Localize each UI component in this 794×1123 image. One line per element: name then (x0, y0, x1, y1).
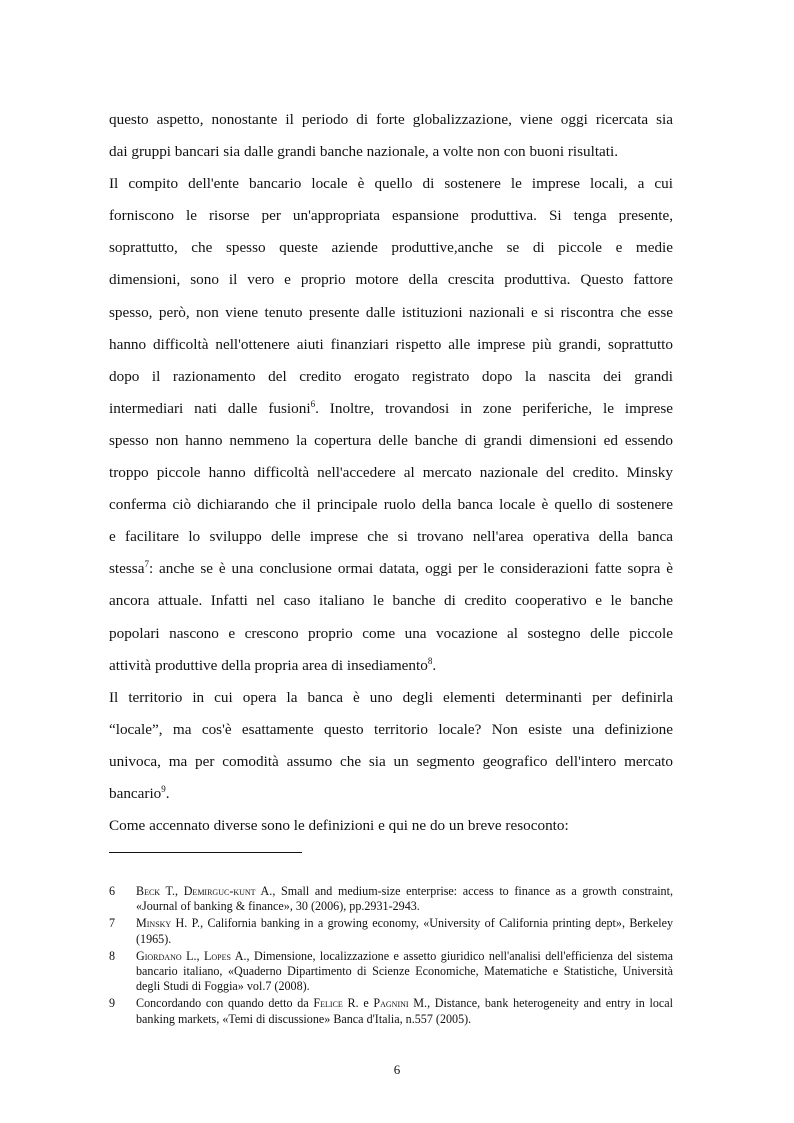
footnote-fragment: T., (160, 884, 184, 898)
text-fragment: intermediari nati dalle fusioni (109, 399, 311, 417)
text-line: popolari nascono e crescono proprio come una vocazione al sostegno delle piccole (109, 624, 673, 642)
footnote-separator (109, 852, 302, 853)
text-line: Il territorio in cui opera la banca è uno degli elementi determinanti per definirla (109, 688, 673, 706)
footnote-text (136, 949, 673, 995)
text-line (109, 650, 673, 682)
text-line: univoca, ma per comodità assumo che sia un segmento geografico dell'intero mercato (109, 752, 673, 770)
text-line: “locale”, ma cos'è esattamente questo territorio locale? Non esiste una definizione (109, 720, 673, 738)
footnote-author: Pagnini (373, 996, 409, 1011)
footnote-text (136, 916, 673, 946)
text-fragment: . Inoltre, trovandosi in zone periferiche, le imprese (315, 399, 673, 417)
text-line: dopo il razionamento del credito erogato registrato dopo la nascita dei grandi (109, 367, 673, 385)
text-line: Il compito dell'ente bancario locale è quello di sostenere le imprese locali, a cui (109, 175, 673, 193)
text-line: spesso non hanno nemmeno la copertura delle banche di grandi dimensioni ed essendo (109, 431, 673, 449)
text-line: conferma ciò dichiarando che il principale ruolo della banca locale è quello di sostenere (109, 496, 673, 514)
footnote-author: Felice (313, 996, 343, 1011)
footnote-author: Minsky (136, 916, 172, 931)
page-number: 6 (393, 1062, 401, 1077)
footnote-author: Lopes (204, 948, 231, 963)
text-line: spesso, però, non viene tenuto presente dalle istituzioni nazionali e si riscontra che esse (109, 303, 673, 321)
text-line: questo aspetto, nonostante il periodo di forte globalizzazione, viene oggi ricercata sia (109, 111, 673, 128)
footnote-fragment: H. P., California banking in a growing economy, «University of California printing dept», Berkeley (1965). (136, 916, 673, 946)
text-line: troppo piccole hanno difficoltà nell'accedere al mercato nazionale del credito. Minsky (109, 464, 673, 482)
text-line: dai gruppi bancari sia dalle grandi banche nazionale, a volte non con buoni risultati. (109, 143, 619, 161)
footnote-text (136, 996, 673, 1026)
footnote-number: 9 (109, 996, 116, 1011)
text-line: hanno difficoltà nell'ottenere aiuti finanziari rispetto alle imprese più grandi, soprattutto (109, 335, 673, 353)
text-line (109, 553, 673, 585)
text-fragment: . (165, 784, 170, 802)
footnote-7 (109, 916, 673, 946)
text-line: ancora attuale. Infatti nel caso italiano le banche di credito cooperativo e le banche (109, 592, 673, 610)
footnote-fragment: A., Dimensione, localizzazione e assetto giuridico nell'analisi dell'efficienza del sistema bancario italiano, «Quaderno Dipartimento di Scienze Economiche, Matematiche e Statistiche, Università degli Studi di Foggia» vol.7 (2008). (136, 948, 673, 994)
text-line: forniscono le risorse per un'appropriata espansione produttiva. Si tenga presente, (109, 207, 673, 225)
text-fragment: : anche se è una conclusione ormai datata, oggi per le considerazioni fatte sopra è (148, 560, 673, 578)
footnote-number: 7 (109, 916, 116, 931)
text-fragment: bancario (109, 784, 162, 802)
text-line: soprattutto, che spesso queste aziende produttive,anche se di piccole e medie (109, 239, 673, 257)
footnote-number: 8 (109, 948, 116, 963)
footnotes (109, 884, 673, 1029)
footnote-8 (109, 949, 673, 995)
text-line: e facilitare lo sviluppo delle imprese che si trovano nell'area operativa della banca (109, 528, 673, 546)
footnote-author: Beck (136, 884, 161, 898)
footnote-fragment: Concordando con quando detto da (136, 996, 314, 1011)
footnote-fragment: A., Small and medium-size enterprise: access to finance as a growth constraint, «Journal of banking & finance», 30 (2006), pp.2931-2943. (136, 884, 673, 914)
footnote-ref-9[interactable]: 9 (161, 783, 166, 794)
text-line (109, 393, 673, 425)
footnote-text (136, 884, 673, 914)
footnote-number: 6 (109, 884, 116, 898)
text-fragment: . (432, 656, 437, 674)
footnote-fragment: R. e (342, 996, 374, 1011)
text-fragment: stessa (109, 560, 145, 578)
text-line (109, 778, 673, 810)
footnote-ref-7[interactable]: 7 (144, 559, 149, 570)
footnote-author: Giordano (136, 948, 182, 963)
text-fragment: attività produttive della propria area di insediamento (109, 656, 428, 674)
footnote-author: Demirguc-kunt (183, 884, 256, 898)
text-line: Come accennato diverse sono le definizioni e qui ne do un breve resoconto: (109, 817, 569, 835)
footnote-fragment: L., (181, 948, 204, 963)
footnote-9 (109, 996, 673, 1026)
text-line: dimensioni, sono il vero e proprio motore della crescita produttiva. Questo fattore (109, 271, 673, 289)
footnote-ref-6[interactable]: 6 (310, 398, 316, 409)
body-text (109, 104, 673, 842)
footnote-6 (109, 884, 673, 914)
footnote-ref-8[interactable]: 8 (427, 655, 433, 666)
footnote-fragment: M., Distance, bank heterogeneity and entry in local banking markets, «Temi di discussione» Banca d'Italia, n.557 (2005). (136, 996, 673, 1026)
